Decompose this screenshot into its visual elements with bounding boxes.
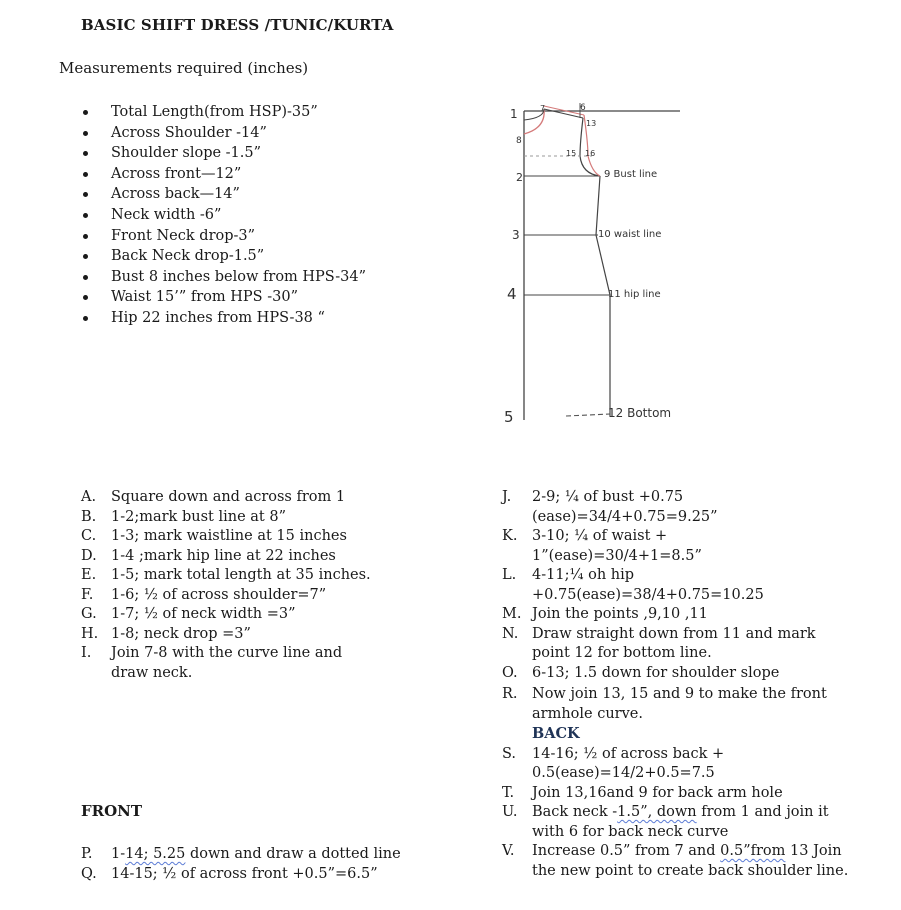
- list-item: [502, 724, 837, 745]
- list-item: [502, 664, 837, 684]
- step-text: Join 13,16and 9 for back arm hole: [532, 784, 783, 801]
- bottom-label: 12 Bottom: [608, 406, 672, 420]
- step-text: 6-13; 1.5 down for shoulder slope: [532, 664, 780, 681]
- step-marker: O.: [502, 664, 518, 681]
- list-item: [81, 625, 401, 645]
- list-item: [81, 644, 376, 683]
- step-text: Now join 13, 15 and 9 to make the front armhole curve.: [532, 686, 827, 722]
- list-item: [81, 508, 401, 528]
- steps-list-front: [81, 845, 411, 884]
- step-text: 1-5; mark total length at 35 inches.: [111, 567, 371, 583]
- step-text-b: 14; 5.25: [125, 846, 186, 862]
- list-item: Across front—12”: [81, 164, 366, 185]
- step-marker: J.: [502, 489, 512, 505]
- point-5: 5: [504, 408, 514, 426]
- step-text: 14-16; ½ of across back + 0.5(ease)=14/2+0.5=7.5: [532, 745, 725, 781]
- step-text: 2-9; ¼ of bust +0.75 (ease)=34/4+0.75=9.25”: [532, 489, 718, 525]
- list-item: [81, 488, 401, 508]
- list-item: Across Shoulder -14”: [81, 123, 366, 144]
- waist-line-label: 10 waist line: [598, 229, 662, 240]
- point-7: 7: [540, 104, 546, 113]
- step-marker: V.: [502, 843, 515, 859]
- list-item: [502, 527, 837, 566]
- point-6: 6: [580, 103, 586, 113]
- step-marker: C.: [81, 528, 97, 544]
- steps-list-back: [502, 685, 849, 881]
- list-item: Across back—14”: [81, 184, 366, 205]
- step-marker: F.: [81, 586, 94, 603]
- bust-line-label: 9 Bust line: [604, 169, 658, 180]
- step-marker: N.: [502, 625, 519, 642]
- step-marker: P.: [81, 846, 93, 862]
- point-1: 1: [510, 107, 518, 121]
- point-8: 8: [516, 136, 522, 146]
- list-item: [502, 784, 837, 804]
- list-item: [502, 745, 742, 784]
- list-item: Total Length(from HSP)-35”: [81, 102, 366, 123]
- list-item: Neck width -6”: [81, 205, 366, 226]
- step-text: 4-11;¼ oh hip +0.75(ease)=38/4+0.75=10.25: [532, 567, 764, 603]
- list-item: Back Neck drop-1.5”: [81, 246, 366, 267]
- step-marker: A.: [81, 489, 97, 505]
- step-marker: D.: [81, 547, 97, 564]
- step-text: Square down and across from 1: [111, 489, 346, 505]
- step-text-a: Back neck -: [532, 804, 618, 820]
- measurements-list: [81, 102, 366, 329]
- step-marker: B.: [81, 508, 97, 525]
- document-title: BASIC SHIFT DRESS /TUNIC/KURTA: [81, 16, 394, 34]
- step-marker: T.: [502, 784, 515, 801]
- measurements-heading: Measurements required (inches): [59, 59, 309, 77]
- list-item: [81, 566, 401, 586]
- step-text: 1-7; ½ of neck width =3”: [111, 606, 296, 622]
- list-item: [81, 586, 401, 606]
- point-16: 16: [585, 149, 596, 158]
- step-text: 1-2;mark bust line at 8”: [111, 508, 286, 525]
- steps-list-left: [81, 488, 401, 683]
- point-2: 2: [516, 171, 523, 184]
- list-item: [81, 845, 411, 865]
- step-text: Join the points ,9,10 ,11: [532, 606, 708, 622]
- steps-list-right: [502, 488, 837, 683]
- list-item: [502, 842, 857, 881]
- step-marker: U.: [502, 804, 518, 820]
- list-item: Front Neck drop-3”: [81, 226, 366, 247]
- hip-line-label: 11 hip line: [608, 289, 661, 300]
- list-item: [502, 803, 837, 842]
- list-item: [502, 488, 718, 527]
- point-15: 15: [566, 149, 577, 158]
- bottom-line: [566, 414, 610, 416]
- list-item: [502, 685, 832, 724]
- step-text-a: Increase 0.5” from 7 and: [532, 843, 721, 859]
- list-item: [502, 605, 837, 625]
- step-marker: I.: [81, 645, 92, 661]
- step-text: Draw straight down from 11 and mark point 12 for bottom line.: [532, 625, 816, 661]
- step-text: Join 7-8 with the curve line and draw neck.: [111, 645, 343, 681]
- step-marker: E.: [81, 567, 97, 583]
- step-text-c: 13 Join the new point to create back shoulder line.: [532, 843, 849, 879]
- list-item: Shoulder slope -1.5”: [81, 143, 366, 164]
- step-text-b: 0.5”from: [720, 843, 786, 859]
- list-item: [81, 605, 401, 625]
- front-heading: FRONT: [81, 802, 143, 820]
- step-text: 1-4 ;mark hip line at 22 inches: [111, 547, 336, 564]
- list-item: [81, 527, 401, 547]
- step-marker: K.: [502, 528, 518, 544]
- list-item: [502, 566, 764, 605]
- pattern-draft-diagram: [500, 98, 690, 428]
- step-text: 1-8; neck drop =3”: [111, 625, 251, 642]
- list-item: Hip 22 inches from HPS-38 “: [81, 308, 366, 329]
- list-item: Bust 8 inches below from HPS-34”: [81, 267, 366, 288]
- step-text: 1-6; ½ of across shoulder=7”: [111, 586, 327, 603]
- step-marker: M.: [502, 606, 522, 622]
- list-item: [502, 625, 842, 664]
- step-text: 1-3; mark waistline at 15 inches: [111, 528, 347, 544]
- step-marker: Q.: [81, 865, 97, 882]
- list-item: [81, 865, 411, 885]
- point-4: 4: [507, 285, 517, 303]
- back-heading: BACK: [532, 725, 580, 742]
- step-text: 14-15; ½ of across front +0.5”=6.5”: [111, 865, 378, 882]
- step-text-c: down and draw a dotted line: [185, 846, 401, 862]
- point-13: 13: [586, 119, 597, 128]
- step-marker: R.: [502, 686, 518, 702]
- step-text: 3-10; ¼ of waist + 1”(ease)=30/4+1=8.5”: [532, 528, 702, 564]
- step-marker: H.: [81, 625, 99, 642]
- step-marker: L.: [502, 567, 517, 583]
- step-text-a: 1-: [111, 846, 126, 862]
- step-marker: G.: [81, 606, 97, 622]
- point-3: 3: [512, 228, 520, 242]
- step-text-c: from 1 and join it with 6 for back neck curve: [532, 804, 829, 840]
- step-marker: S.: [502, 745, 517, 762]
- step-text-b: 1.5”, down: [617, 804, 697, 820]
- list-item: Waist 15’” from HPS -30”: [81, 287, 366, 308]
- list-item: [81, 547, 401, 567]
